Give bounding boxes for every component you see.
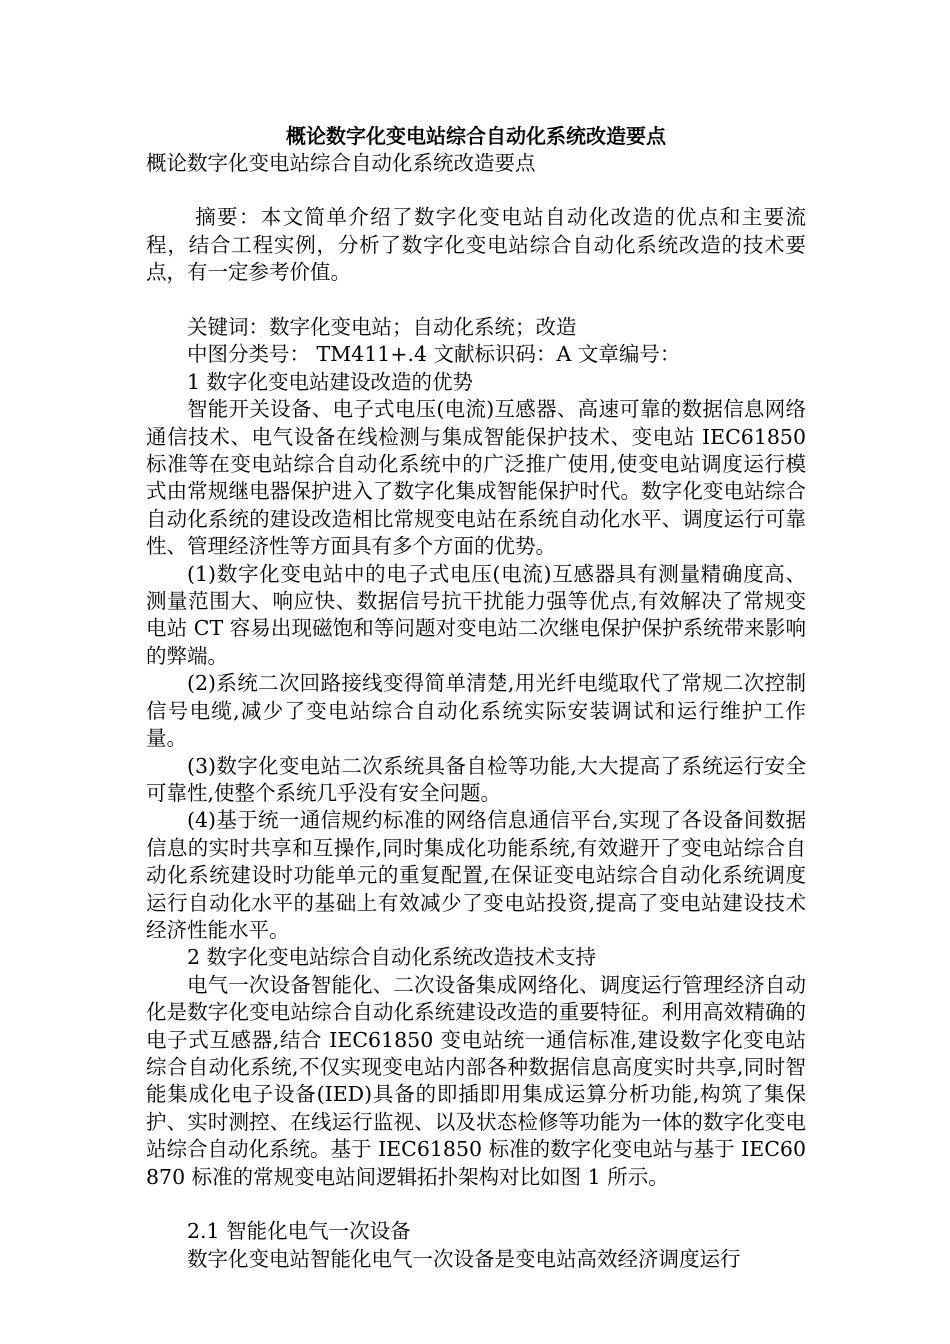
classification-line: 中图分类号： TM411+.4 文献标识码：A 文章编号： bbox=[187, 342, 681, 367]
section1-heading: 1 数字化变电站建设改造的优势 bbox=[187, 369, 474, 394]
section1-intro-paragraph: 智能开关设备、电子式电压(电流)互感器、高速可靠的数据信息网络通信技术、电气设备在线检测与集成智能保护技术、变电站 IEC61850 标准等在变电站综合自动化系统中的广泛推广使用,使变电站调度运行模式由常规继电器保护进入了数字化集成智能保护时代。数字化变电站综合自动化系统的建设改造相比常规变电站在系统自动化水平、调度运行可靠性、管理经济性等方面具有多个方面的优势。 bbox=[146, 397, 806, 559]
point3-paragraph: (3)数字化变电站二次系统具备自检等功能,大大提高了系统运行安全可靠性,使整个系统几乎没有安全问题。 bbox=[146, 753, 806, 805]
spacer bbox=[146, 177, 806, 204]
section2-body-paragraph: 电气一次设备智能化、二次设备集成网络化、调度运行管理经济自动化是数字化变电站综合自动化系统建设改造的重要特征。利用高效精确的电子式互感器,结合 IEC61850 变电站统一通信标准,建设数字化变电站综合自动化系统,不仅实现变电站内部各种数据信息高度实时共享,同时智能集成化电子设备(IED)具备的即插即用集成运算分析功能,构筑了集保护、实时测控、在线运行监视、以及状态检修等功能为一体的数字化变电站综合自动化系统。基于 IEC61850 标准的数字化变电站与基于 IEC60870 标准的常规变电站间逻辑拓扑架构对比如图 1 所示。 bbox=[146, 972, 806, 1189]
document-page bbox=[146, 122, 806, 1273]
abstract-paragraph: 摘要：本文简单介绍了数字化变电站自动化改造的优点和主要流程，结合工程实例，分析了数字化变电站综合自动化系统改造的技术要点，有一定参考价值。 bbox=[146, 205, 806, 285]
keywords-line: 关键词：数字化变电站；自动化系统；改造 bbox=[187, 315, 577, 339]
point1-paragraph: (1)数字化变电站中的电子式电压(电流)互感器具有测量精确度高、测量范围大、响应快、数据信号抗干扰能力强等优点,有效解决了常规变电站 CT 容易出现磁饱和等问题对变电站二次继电保护保护系统带来影响的弊端。 bbox=[146, 561, 806, 668]
point4-paragraph: (4)基于统一通信规约标准的网络信息通信平台,实现了各设备间数据信息的实时共享和互操作,同时集成化功能系统,有效避开了变电站综合自动化系统建设时功能单元的重复配置,在保证变电站综合自动化系统调度运行自动化水平的基础上有效减少了变电站投资,提高了变电站建设技术经济性能水平。 bbox=[146, 808, 806, 942]
point2-paragraph: (2)系统二次回路接线变得简单清楚,用光纤电缆取代了常规二次控制信号电缆,减少了变电站综合自动化系统实际安装调试和运行维护工作量。 bbox=[146, 671, 806, 751]
section21-body-paragraph: 数字化变电站智能化电气一次设备是变电站高效经济调度运行 bbox=[187, 1246, 741, 1271]
document-title: 概论数字化变电站综合自动化系统改造要点 bbox=[286, 124, 666, 148]
section2-heading: 2 数字化变电站综合自动化系统改造技术支持 bbox=[187, 945, 597, 970]
spacer bbox=[146, 1191, 806, 1218]
section21-heading: 2.1 智能化电气一次设备 bbox=[187, 1219, 411, 1244]
document-subtitle: 概论数字化变电站综合自动化系统改造要点 bbox=[146, 151, 536, 175]
spacer bbox=[146, 287, 806, 314]
